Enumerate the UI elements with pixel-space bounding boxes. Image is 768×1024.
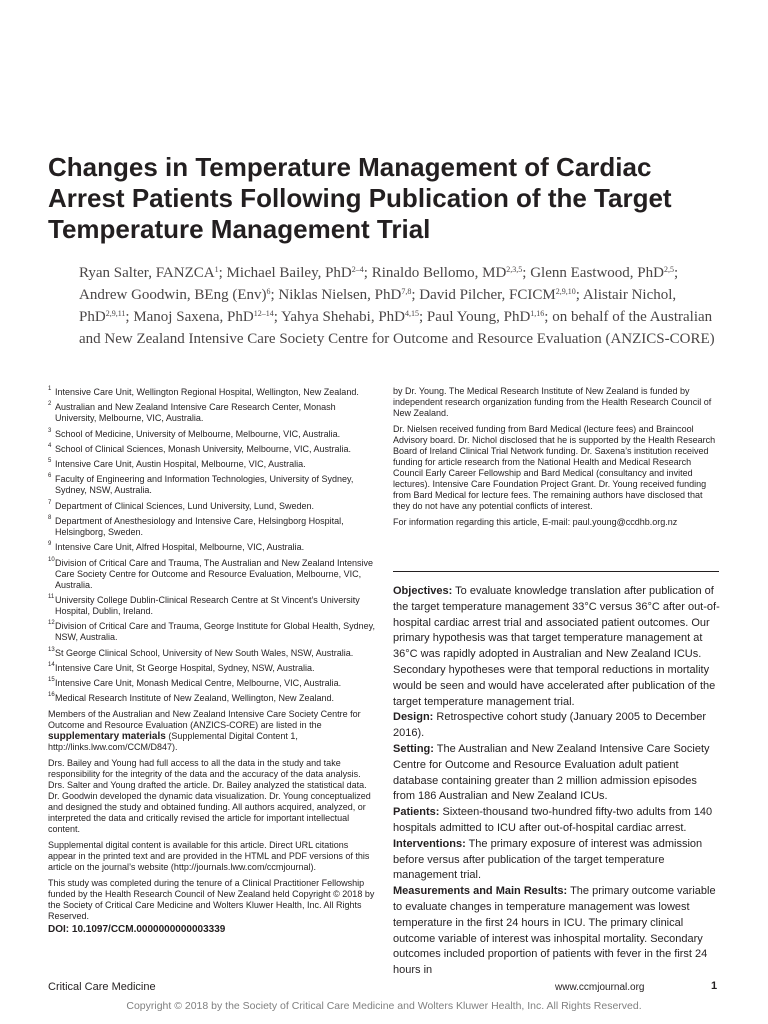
contact-note: For information regarding this article, E-mail: paul.young@ccdhb.org.nz bbox=[393, 517, 678, 527]
access-note: Drs. Bailey and Young had full access to all the data in the study and take responsibility for the integrity of the data and the accuracy of the data analysis. Drs. Salter and Young drafted the article. Dr. Bailey analyzed the statistical data. Dr. Goodwin developed the dynamic data visualization. Dr. Young conceptualized and designed the study and obtained funding. All authors acquired, analyzed, or interpreted the data and critically revised the article for important intellectual content. bbox=[48, 757, 371, 834]
affiliation-item: 5 Intensive Care Unit, Austin Hospital, Melbourne, VIC, Australia. bbox=[48, 458, 306, 470]
affiliation-item: 8 Department of Anesthesiology and Intensive Care, Helsingborg Hospital, Helsingborg, Sweden. bbox=[48, 515, 344, 538]
footer-journal-name: Critical Care Medicine bbox=[48, 981, 156, 993]
abstract bbox=[393, 584, 720, 979]
affiliation-list bbox=[48, 387, 376, 704]
author: David Pilcher, FCICM$^{2,9,10}$; bbox=[419, 287, 583, 303]
affiliation-item: 14 Intensive Care Unit, St George Hospital, Sydney, NSW, Australia. bbox=[48, 661, 315, 673]
page-number: 1 bbox=[711, 980, 718, 992]
doi[interactable]: DOI: 10.1097/CCM.0000000000003339 bbox=[48, 923, 226, 935]
funding-note: by Dr. Young. The Medical Research Institute of New Zealand is funded by independent research organization funding from the Health Research Council of New Zealand. bbox=[393, 386, 712, 418]
affiliation-item: 13 St George Clinical School, University of New South Wales, NSW, Australia. bbox=[48, 646, 354, 658]
right-notes bbox=[393, 386, 719, 533]
abstract-objectives: Objectives: To evaluate knowledge translation after publication of the target temperature management 33°C versus 36°C after out-of-hospital cardiac arrest trial and associated patient outcomes. Our primary hypothesis was that target temperature management at 36°C was rapidly adopted in Australian and New Zealand ICUs. Secondary hypotheses were that temporal reductions in mortality would be seen and would have accelerated after publication of the target temperature management trial. bbox=[393, 585, 720, 708]
author: Ryan Salter, FANZCA$^1$; bbox=[79, 265, 227, 281]
disclosures-note: Dr. Nielsen received funding from Bard Medical (lecture fees) and Braincool Advisory board. Dr. Nichol disclosed that he is supported by the Health Research Board of Ireland Clinical Trial Network funding. Dr. Saxena’s institution received funding for article research from the National Health and Medical Research Council Early Career Fellowship and Bard Medical (consultancy and invited lectures). Intensive Care Foundation Project Grant. Dr. Young received funding from Bard Medical for lecture fees. The remaining authors have disclosed that they do not have any potential conflicts of interest. bbox=[393, 424, 716, 511]
affiliation-item: 7 Department of Clinical Sciences, Lund University, Lund, Sweden. bbox=[48, 499, 314, 511]
author: Michael Bailey, PhD$^{2-4}$; bbox=[226, 265, 372, 281]
abstract-interventions: Interventions: The primary exposure of interest was admission before versus after publication of the target temperature management trial. bbox=[393, 837, 703, 882]
abstract-design: Design: Retrospective cohort study (January 2005 to December 2016). bbox=[393, 711, 707, 740]
supplemental-note: Supplemental digital content is available for this article. Direct URL citations appear in the printed text and are provided in the HTML and PDF versions of this article on the journal’s website (http://journals.lww.com/ccmjournal). bbox=[48, 839, 370, 872]
copyright-notice: Copyright © 2018 by the Society of Critical Care Medicine and Wolters Kluwer Health, Inc. All Rights Reserved. bbox=[126, 1000, 642, 1012]
author: Andrew Goodwin, BEng (Env)$^6$; bbox=[79, 287, 279, 303]
affiliation-item: 9 Intensive Care Unit, Alfred Hospital, Melbourne, VIC, Australia. bbox=[48, 541, 305, 553]
affiliation-item: 4 School of Clinical Sciences, Monash University, Melbourne, VIC, Australia. bbox=[48, 442, 351, 454]
abstract-measurements: Measurements and Main Results: The primary outcome variable to evaluate changes in temperature management was lowest temperature in the first 24 hours in ICU. The primary clinical outcome variable of interest was inhospital mortality. Secondary outcomes included proportion of patients with fever in the first 24 hours in bbox=[393, 885, 716, 977]
supplementary-materials-link[interactable]: supplementary materials bbox=[48, 730, 166, 742]
author-list bbox=[79, 262, 729, 350]
author: Glenn Eastwood, PhD$^{2,5}$; bbox=[530, 265, 679, 281]
author: Niklas Nielsen, PhD$^{7,8}$; bbox=[278, 287, 420, 303]
author: Yahya Shehabi, PhD$^{4,15}$; bbox=[281, 309, 427, 325]
members-note: Members of the Australian and New Zealand Intensive Care Society Centre for Outcome and Resource Evaluation (ANZICS-CORE) are listed in the supplementary materials (Supplemental Digital Content 1, http://links.lww.com/CCM/D847). bbox=[48, 708, 361, 752]
author: Rinaldo Bellomo, MD$^{2,3,5}$; bbox=[371, 265, 531, 281]
left-column bbox=[48, 387, 376, 935]
affiliation-item: 2 Australian and New Zealand Intensive Care Research Center, Monash University, Melbourne, VIC, Australia. bbox=[48, 401, 336, 424]
abstract-setting: Setting: The Australian and New Zealand Intensive Care Society Centre for Outcome and Resource Evaluation adult patient database containing greater than 2 million admission episodes from 186 Australian and New Zealand ICUs. bbox=[393, 742, 710, 803]
abstract-divider bbox=[393, 571, 719, 572]
affiliation-item: 12 Division of Critical Care and Trauma, George Institute for Global Health, Sydney, NSW, Australia. bbox=[48, 620, 375, 643]
affiliation-item: 16 Medical Research Institute of New Zealand, Wellington, New Zealand. bbox=[48, 692, 334, 704]
affiliation-item: 10 Division of Critical Care and Trauma, The Australian and New Zealand Intensive Care Society Centre for Outcome and Resource Evaluation, Melbourne, VIC, Australia. bbox=[48, 556, 373, 590]
authors-tail: on behalf of the Australian and New Zealand Intensive Care Society Centre for Outcome and Resource Evaluation (ANZICS-CORE) bbox=[79, 309, 715, 347]
author: Paul Young, PhD$^{1,16}$; bbox=[426, 309, 553, 325]
author: Alistair Nichol, PhD$^{2,9,11}$; bbox=[79, 287, 677, 325]
author: Manoj Saxena, PhD$^{12-14}$; bbox=[133, 309, 282, 325]
affiliation-item: 11 University College Dublin-Clinical Research Centre at St Vincent’s University Hospital, Dublin, Ireland. bbox=[48, 593, 360, 616]
footer-journal-url[interactable]: www.ccmjournal.org bbox=[555, 982, 645, 993]
affiliation-item: 3 School of Medicine, University of Melbourne, Melbourne, VIC, Australia. bbox=[48, 427, 341, 439]
affiliation-item: 6 Faculty of Engineering and Information Technologies, University of Sydney, Sydney, NSW, Australia. bbox=[48, 473, 354, 496]
article-title: Changes in Temperature Management of Cardiac Arrest Patients Following Publication of the Target Temperature Management Trial bbox=[48, 152, 672, 244]
abstract-patients: Patients: Sixteen-thousand two-hundred fifty-two adults from 140 hospitals admitted to ICU after out-of-hospital cardiac arrest. bbox=[393, 806, 713, 834]
fellowship-note: This study was completed during the tenure of a Clinical Practitioner Fellowship funded by the Health Research Council of New Zealand held Copyright © 2018 by the Society of Critical Care Medicine and Wolters Kluwer Health, Inc. All Rights Reserved. bbox=[48, 877, 375, 921]
affiliation-item: 1 Intensive Care Unit, Wellington Regional Hospital, Wellington, New Zealand. bbox=[48, 386, 359, 397]
affiliation-item: 15 Intensive Care Unit, Monash Medical Centre, Melbourne, VIC, Australia. bbox=[48, 677, 342, 689]
